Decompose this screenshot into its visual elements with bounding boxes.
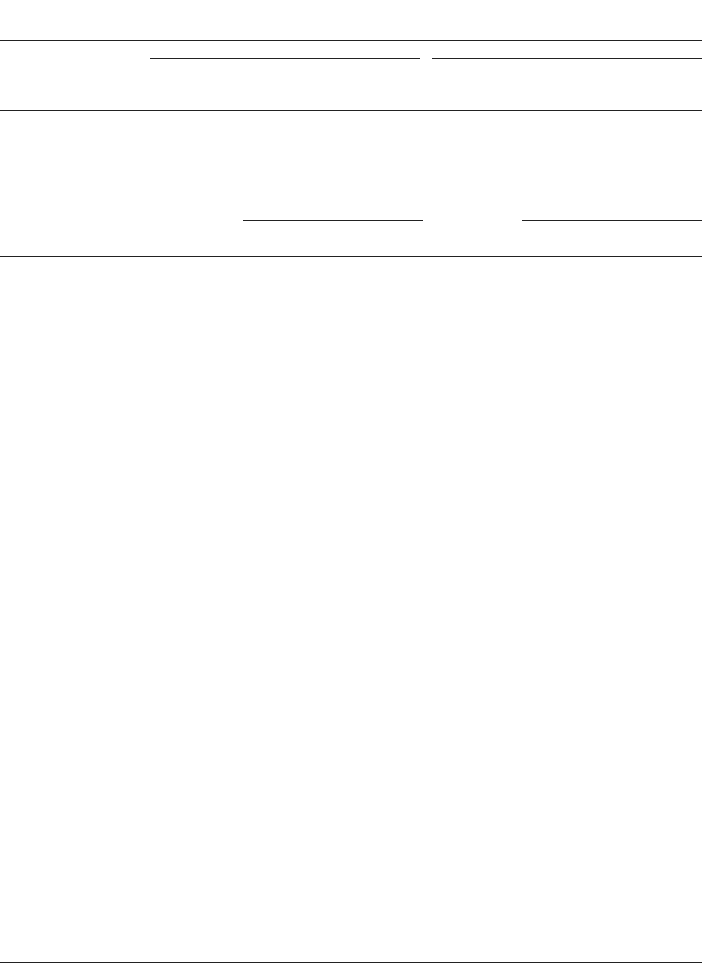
- m-expanded-rule: [522, 220, 702, 221]
- header1-bottom-rule: [0, 110, 702, 111]
- f-expanded-rule: [243, 220, 423, 221]
- table-bottom-rule: [0, 962, 702, 963]
- females-rule: [150, 58, 420, 59]
- title-rule: [0, 40, 702, 41]
- header2-bottom-rule: [0, 256, 702, 257]
- males-rule: [432, 58, 702, 59]
